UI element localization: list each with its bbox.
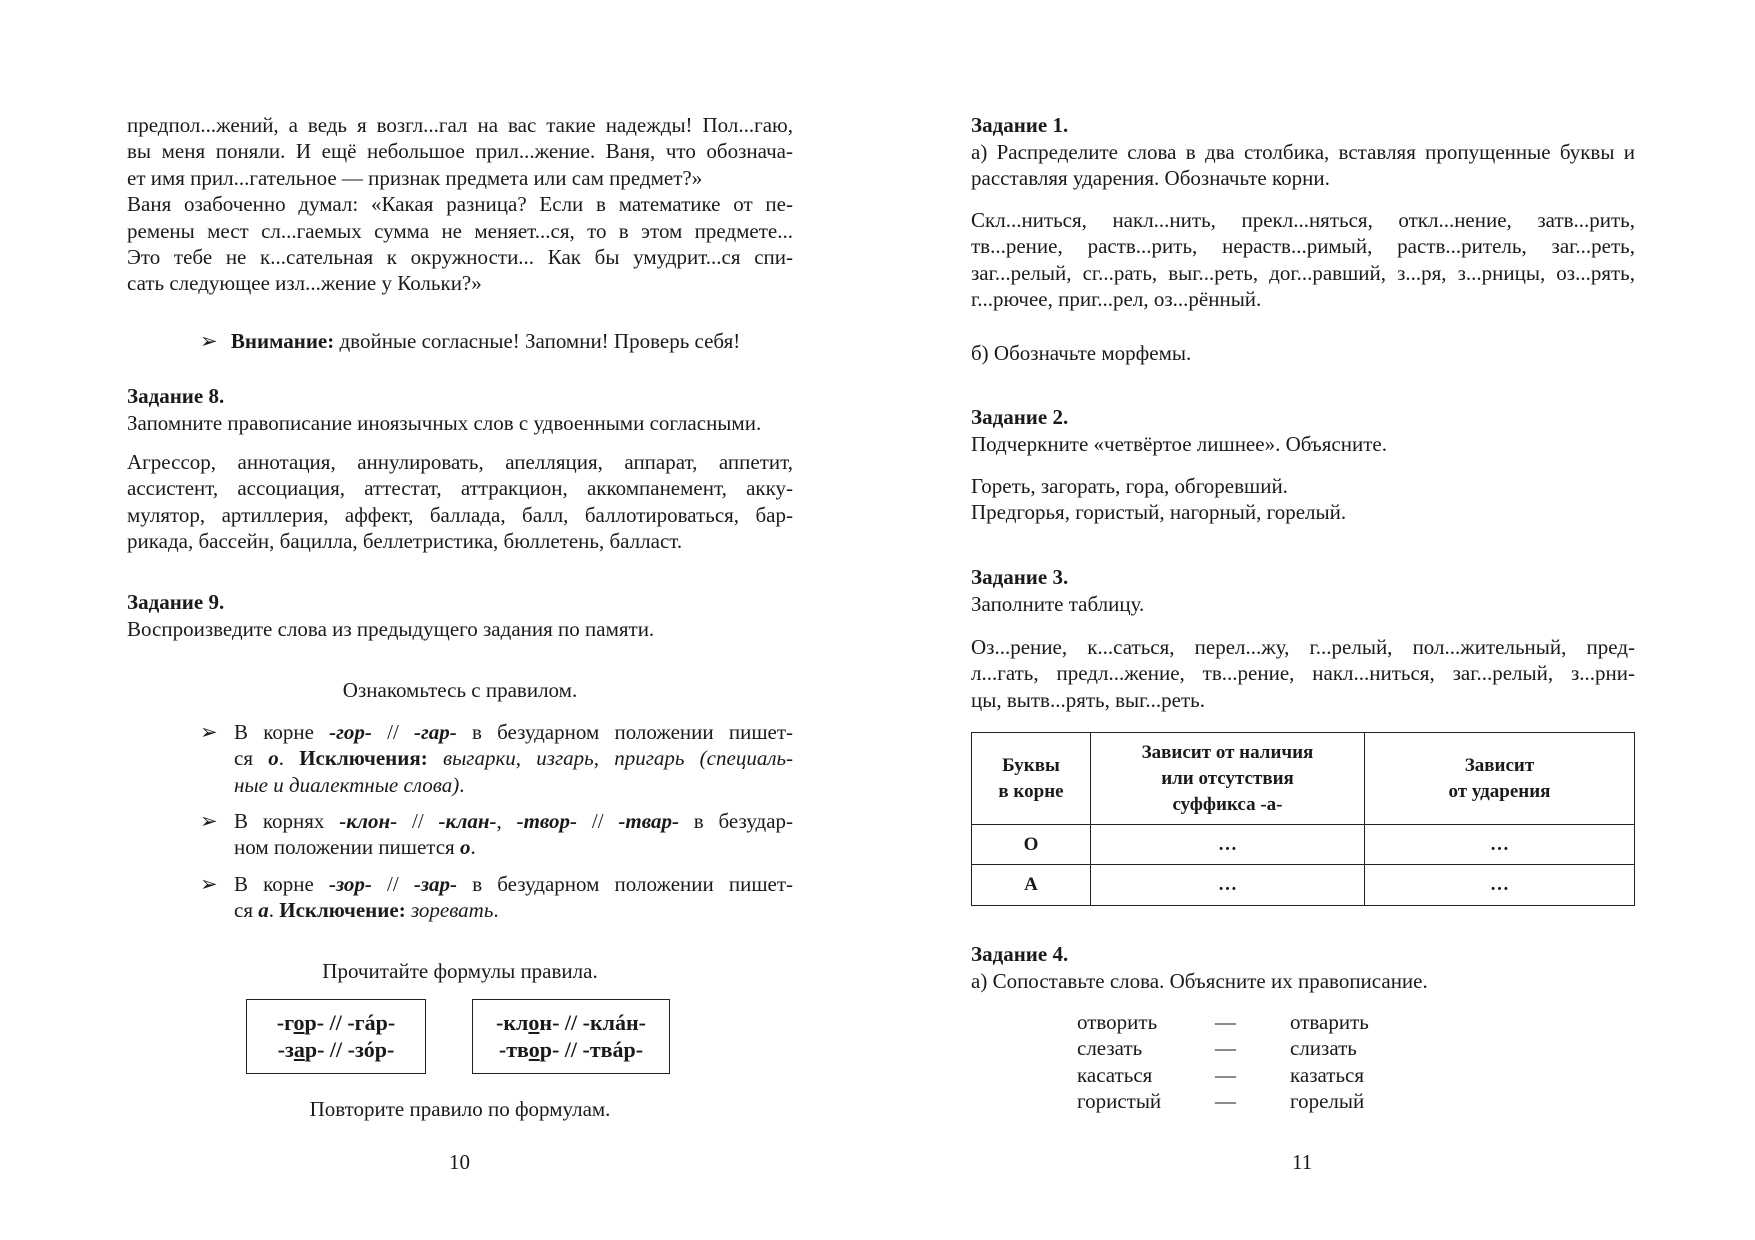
text-segment: ные и диалектные слова) bbox=[234, 772, 460, 797]
text-line: расставляя ударения. Обозначьте корни. bbox=[971, 166, 1330, 191]
table-cell[interactable]: … bbox=[1365, 825, 1635, 865]
emphasis-text: о bbox=[268, 746, 279, 771]
table-header-cell bbox=[1091, 733, 1365, 825]
text-segment: в безударном положении пишет- bbox=[457, 872, 793, 896]
text-segment: . bbox=[278, 746, 300, 771]
task2-words bbox=[971, 473, 1635, 526]
text-line bbox=[234, 834, 793, 860]
text-line bbox=[234, 871, 793, 897]
task4-instruction: а) Сопоставьте слова. Объясните их правописание. bbox=[971, 969, 1428, 993]
text-line: Скл...ниться, накл...нить, прекл...няться, откл...нение, затв...рить, bbox=[971, 208, 1635, 232]
task2-heading: Задание 2. bbox=[971, 405, 1069, 429]
formula-title: Прочитайте формулы правила. bbox=[322, 959, 598, 983]
text-line: г...рючее, приг...рел, оз...рённый. bbox=[971, 287, 1262, 312]
text-line: а) Распределите слова в два столбика, вставляя пропущенные буквы и bbox=[971, 140, 1635, 164]
emphasis-text: -твар- bbox=[618, 809, 679, 833]
text-segment: -г bbox=[276, 1010, 294, 1035]
header-line: в корне bbox=[998, 780, 1064, 802]
text-segment: В корне bbox=[234, 720, 330, 744]
task8-heading: Задание 8. bbox=[127, 384, 225, 408]
text-line: цы, вытв...рять, выг...реть. bbox=[971, 687, 1205, 712]
table-header-cell bbox=[1365, 733, 1635, 825]
text-line: рикада, бассейн, бацилла, беллетристика, бюллетень, балласт. bbox=[127, 529, 683, 554]
emphasis-text: -гор- bbox=[329, 720, 372, 744]
header-line: суффикса -а- bbox=[1172, 793, 1283, 815]
text-segment: // bbox=[371, 720, 414, 744]
rule-text bbox=[234, 808, 793, 861]
text-line: ассистент, ассоциация, аттестат, аттракцион, аккомпанемент, акку- bbox=[127, 476, 793, 501]
table-header-row bbox=[972, 733, 1635, 825]
arrow-bullet-icon: ➢ bbox=[200, 809, 218, 833]
text-segment: . bbox=[459, 772, 465, 797]
task3-instruction: Заполните таблицу. bbox=[971, 592, 1145, 616]
rule-text bbox=[234, 871, 793, 924]
dash: — bbox=[1215, 1036, 1236, 1061]
underlined-letter: а bbox=[293, 1037, 305, 1062]
header-line: Зависит от наличия bbox=[1141, 741, 1314, 763]
text-segment: ся bbox=[234, 898, 259, 923]
table-cell[interactable]: О bbox=[972, 825, 1091, 865]
table-cell[interactable]: … bbox=[1091, 825, 1365, 865]
text-segment: -кл bbox=[496, 1010, 529, 1035]
text-line: сать следующее изл...жение у Кольки?» bbox=[127, 271, 482, 296]
text-segment: н- // -клáн- bbox=[539, 1010, 646, 1035]
text-line: Предгорья, гористый, нагорный, горелый. bbox=[971, 500, 1347, 525]
pair-word: слезать bbox=[1077, 1036, 1143, 1061]
emphasis-text: -зор- bbox=[329, 872, 372, 896]
text-line: Оз...рение, к...саться, перел...жу, г...релый, пол...жительный, пред- bbox=[971, 635, 1635, 659]
text-line bbox=[247, 1009, 425, 1036]
text-segment: В корне bbox=[234, 872, 329, 896]
arrow-bullet-icon: ➢ bbox=[200, 872, 218, 896]
header-line: или отсутствия bbox=[1161, 767, 1294, 789]
underlined-letter: о bbox=[528, 1037, 540, 1062]
arrow-bullet-icon: ➢ bbox=[200, 329, 218, 353]
task1-heading: Задание 1. bbox=[971, 113, 1069, 137]
emphasis-text: о bbox=[459, 835, 471, 860]
task4-heading: Задание 4. bbox=[971, 942, 1069, 966]
text-segment: . bbox=[268, 898, 280, 923]
text-segment: в безудар- bbox=[678, 809, 793, 833]
rule-text bbox=[234, 719, 793, 798]
text-line: Гореть, загорать, гора, обгоревший. bbox=[971, 474, 1288, 498]
header-line: от ударения bbox=[1448, 780, 1551, 802]
intro-paragraph bbox=[127, 112, 793, 297]
task1-instruction-b: б) Обозначьте морфемы. bbox=[971, 341, 1192, 365]
text-segment: выгарки, изгарь, пригарь (специаль- bbox=[442, 746, 793, 771]
text-line bbox=[234, 772, 793, 798]
text-segment: . bbox=[493, 898, 499, 923]
text-segment: , bbox=[496, 809, 517, 833]
emphasis-text: а bbox=[258, 898, 269, 923]
task2-instruction: Подчеркните «четвёртое лишнее». Объясните. bbox=[971, 432, 1387, 456]
table-cell[interactable]: … bbox=[1365, 865, 1635, 906]
text-line: ремены мест сл...гаемых сумма не меняет...ся, то в этом предмете... bbox=[127, 218, 793, 243]
text-line: тв...рение, раств...рить, нераств...римый, раств...ритель, заг...реть, bbox=[971, 234, 1635, 259]
task3-heading: Задание 3. bbox=[971, 565, 1069, 589]
text-segment: р- // -зóр- bbox=[304, 1037, 395, 1062]
task1-instruction-a bbox=[971, 139, 1635, 192]
text-line bbox=[234, 719, 793, 745]
emphasis-text: -клон- bbox=[339, 809, 398, 833]
formula-box bbox=[472, 999, 670, 1074]
text-segment: . bbox=[470, 835, 476, 860]
text-line: ет имя прил...гательное — признак предмета или сам предмет?» bbox=[127, 165, 703, 190]
text-segment: р- // -гáр- bbox=[304, 1010, 396, 1035]
header-line: Буквы bbox=[1002, 754, 1060, 776]
task9-heading: Задание 9. bbox=[127, 590, 225, 614]
text-segment: В корнях bbox=[234, 809, 340, 833]
page-number: 10 bbox=[449, 1150, 470, 1174]
emphasis-text: Исключение: bbox=[279, 898, 406, 923]
underlined-letter: о bbox=[528, 1010, 540, 1035]
emphasis-text: -клан- bbox=[438, 809, 497, 833]
text-line bbox=[234, 745, 793, 771]
table-cell[interactable]: … bbox=[1091, 865, 1365, 906]
text-line: л...гать, предл...жение, тв...рение, накл...ниться, заг...релый, з...рни- bbox=[971, 661, 1635, 686]
table-cell[interactable]: А bbox=[972, 865, 1091, 906]
task3-table bbox=[971, 732, 1635, 906]
dash: — bbox=[1215, 1010, 1236, 1034]
pair-word: казаться bbox=[1290, 1062, 1365, 1087]
text-segment: ном положении пишется bbox=[234, 835, 460, 860]
emphasis-text: -твор- bbox=[516, 809, 578, 833]
task8-instruction: Запомните правописание иноязычных слов с удвоенными согласными. bbox=[127, 411, 762, 435]
text-segment: р- // -твáр- bbox=[539, 1037, 644, 1062]
header-line: Зависит bbox=[1464, 754, 1535, 776]
text-segment: // bbox=[577, 809, 619, 833]
pair-word: горелый bbox=[1290, 1089, 1365, 1114]
page-number: 11 bbox=[1292, 1150, 1313, 1174]
emphasis-text: Исключения: bbox=[299, 746, 428, 771]
dash: — bbox=[1215, 1089, 1236, 1114]
pair-word: отварить bbox=[1290, 1010, 1369, 1034]
text-segment: // bbox=[397, 809, 439, 833]
pair-word: касаться bbox=[1077, 1062, 1153, 1087]
text-line: Агрессор, аннотация, аннулировать, апелляция, аппарат, аппетит, bbox=[127, 450, 793, 474]
text-segment: -з bbox=[277, 1037, 294, 1062]
text-line: мулятор, артиллерия, аффект, баллада, балл, баллотироваться, бар- bbox=[127, 502, 793, 527]
text-line bbox=[234, 897, 793, 923]
attention-note bbox=[200, 329, 793, 354]
emphasis-text: -гар- bbox=[414, 720, 457, 744]
text-line bbox=[247, 1036, 425, 1063]
formula-box bbox=[246, 999, 426, 1074]
text-line: Ваня озабоченно думал: «Какая разница? Если в математике от пе- bbox=[127, 192, 793, 217]
text-line bbox=[234, 808, 793, 834]
pair-word: гористый bbox=[1077, 1089, 1162, 1114]
text-segment: ся bbox=[234, 746, 269, 771]
text-segment: // bbox=[371, 872, 414, 896]
rule-title: Ознакомьтесь с правилом. bbox=[342, 678, 578, 702]
text-segment bbox=[428, 746, 443, 770]
text-line: заг...релый, сг...рать, выг...реть, дог...равший, з...ря, з...рницы, оз...рять, bbox=[971, 260, 1635, 285]
task3-words bbox=[971, 634, 1635, 713]
emphasis-text: -зар- bbox=[413, 872, 458, 896]
table-row bbox=[972, 825, 1635, 865]
text-segment: -тв bbox=[498, 1037, 529, 1062]
text-line bbox=[473, 1036, 669, 1063]
task9-instruction: Воспроизведите слова из предыдущего задания по памяти. bbox=[127, 617, 655, 641]
formula-repeat: Повторите правило по формулам. bbox=[309, 1097, 611, 1121]
pair-word: слизать bbox=[1290, 1036, 1357, 1061]
table-row bbox=[972, 865, 1635, 906]
task8-words bbox=[127, 449, 793, 555]
arrow-bullet-icon: ➢ bbox=[200, 720, 218, 744]
pair-word: отворить bbox=[1077, 1010, 1158, 1034]
text-segment: в безударном положении пишет- bbox=[456, 720, 793, 744]
text-line bbox=[473, 1009, 669, 1036]
text-line: вы меня поняли. И ещё небольшое прил...жение. Ваня, что обознача- bbox=[127, 139, 793, 164]
table-header-cell bbox=[972, 733, 1091, 825]
attention-label: Внимание: bbox=[230, 329, 335, 353]
text-line: Это тебе не к...сательная к окружности... Как бы умудрит...ся спи- bbox=[127, 244, 793, 269]
underlined-letter: о bbox=[293, 1010, 305, 1035]
attention-text: двойные согласные! Запомни! Проверь себя! bbox=[334, 329, 741, 353]
text-segment: зоревать bbox=[410, 898, 494, 923]
dash: — bbox=[1215, 1062, 1236, 1087]
task1-words bbox=[971, 207, 1635, 313]
text-line: предпол...жений, а ведь я возгл...гал на вас такие надежды! Пол...гаю, bbox=[127, 113, 793, 137]
